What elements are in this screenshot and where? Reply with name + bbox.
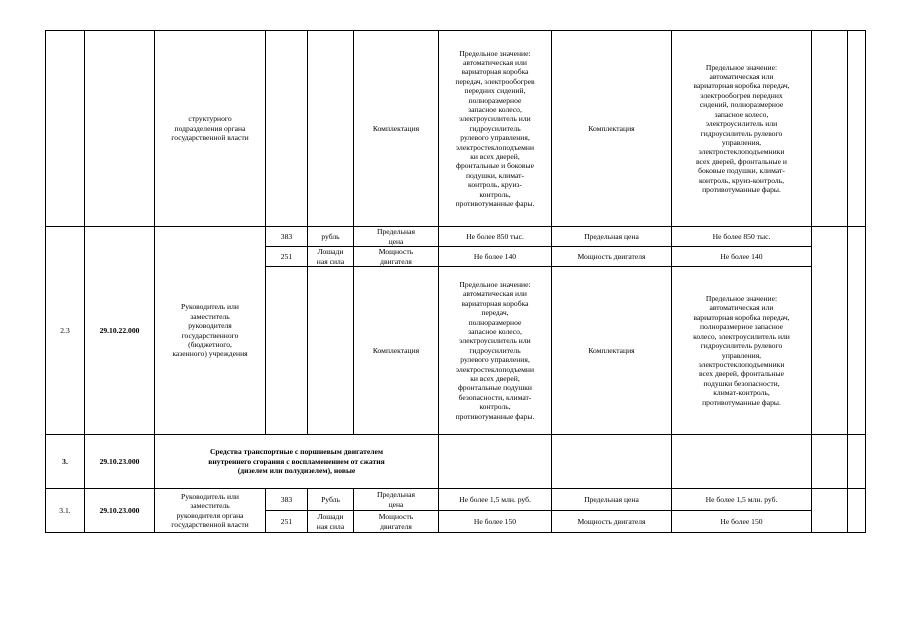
okei-code-cell: 383 <box>266 227 308 247</box>
characteristic-name-2-cell: Предельная цена <box>552 227 672 247</box>
characteristic-name-cell: Комплектация <box>354 267 439 435</box>
official-position-cell: Руководитель или заместитель руководителя органа государственной власти <box>155 489 266 533</box>
characteristic-name-cell: Предельная цена <box>354 489 439 511</box>
okpd-code-cell: 29.10.23.000 <box>85 435 155 489</box>
characteristic-name-cell: Предельная цена <box>354 227 439 247</box>
okpd-code-cell <box>85 31 155 227</box>
row-number-cell: 3.1. <box>46 489 85 533</box>
procurement-table <box>45 30 866 533</box>
okei-code-cell: 383 <box>266 489 308 511</box>
okei-code-cell: 251 <box>266 511 308 533</box>
characteristic-value-2-cell: Не более 150 <box>672 511 812 533</box>
table-row <box>46 227 866 247</box>
justification-cell <box>812 227 848 435</box>
okei-code-cell <box>266 267 308 435</box>
characteristic-name-2-cell: Мощность двигателя <box>552 247 672 267</box>
characteristic-value-2-cell: Предельное значение: автоматическая или вариаторная коробка передач, полноразмерное запасное колесо, электроусилитель или гидроусилитель рулевого управления, электростеклоподъемники всех дверей, фронтальные подушки безопасности, климат-контроль, противотуманные фары. <box>672 267 812 435</box>
justification-cell <box>812 31 848 227</box>
characteristic-name-cell: Мощность двигателя <box>354 511 439 533</box>
okpd-code-cell: 29.10.22.000 <box>85 227 155 435</box>
characteristic-value-cell: Не более 140 <box>439 247 552 267</box>
characteristic-name-cell: Мощность двигателя <box>354 247 439 267</box>
justification-cell <box>812 435 848 489</box>
section-title-cell: Средства транспортные с поршневым двигателем внутреннего сгорания с воспламенением от сжатия (дизелем или полудизелем), новые <box>155 435 439 489</box>
characteristic-value-cell: Не более 150 <box>439 511 552 533</box>
function-cell <box>848 31 866 227</box>
characteristic-name-2-cell: Предельная цена <box>552 489 672 511</box>
table-row <box>46 489 866 511</box>
characteristic-value-2-cell: Не более 140 <box>672 247 812 267</box>
row-number-cell: 2.3 <box>46 227 85 435</box>
characteristic-value-cell <box>439 435 552 489</box>
characteristic-value-cell: Предельное значение: автоматическая или вариаторная коробка передач, полноразмерное запасное колесо, электроусилитель или гидроусилитель рулевого управления, электростеклоподъемни ки всех дверей, фронтальные подушки безопасности, климат- контроль, противотуманные фары. <box>439 267 552 435</box>
characteristic-value-cell: Предельное значение: автоматическая или вариаторная коробка передач, электрообогрев передних сидений, полноразмерное запасное колесо, электроусилитель или гидроусилитель рулевого управления, электростеклоподъемни ки всех дверей, фронтальные и боковые подушки, климат- контроль, круиз- контроль, противотуманные фары. <box>439 31 552 227</box>
row-number-cell <box>46 31 85 227</box>
characteristic-value-cell: Не более 850 тыс. <box>439 227 552 247</box>
function-cell <box>848 489 866 533</box>
official-position-cell: структурного подразделения органа государственной власти <box>155 31 266 227</box>
characteristic-value-2-cell: Предельное значение: автоматическая или вариаторная коробка передач, электрообогрев передних сидений, полноразмерное запасное колесо, электроусилитель или гидроусилитель рулевого управления, электростеклоподъемники всех дверей, фронтальные и боковые подушки, климат- контроль, круиз-контроль, противотуманные фары. <box>672 31 812 227</box>
official-position-cell: Руководитель или заместитель руководителя государственного (бюджетного, казенного) учреждения <box>155 227 266 435</box>
unit-cell: рубль <box>308 227 354 247</box>
characteristic-name-2-cell: Комплектация <box>552 267 672 435</box>
characteristic-value-cell: Не более 1,5 млн. руб. <box>439 489 552 511</box>
unit-cell: Рубль <box>308 489 354 511</box>
function-cell <box>848 227 866 435</box>
characteristic-name-2-cell: Мощность двигателя <box>552 511 672 533</box>
characteristic-value-2-cell: Не более 850 тыс. <box>672 227 812 247</box>
okei-code-cell <box>266 31 308 227</box>
unit-cell: Лошади ная сила <box>308 511 354 533</box>
table-row <box>46 435 866 489</box>
okpd-code-cell: 29.10.23.000 <box>85 489 155 533</box>
unit-cell <box>308 267 354 435</box>
function-cell <box>848 435 866 489</box>
table-row <box>46 31 866 227</box>
characteristic-name-cell: Комплектация <box>354 31 439 227</box>
characteristic-name-2-cell: Комплектация <box>552 31 672 227</box>
unit-cell <box>308 31 354 227</box>
okei-code-cell: 251 <box>266 247 308 267</box>
justification-cell <box>812 489 848 533</box>
row-number-cell: 3. <box>46 435 85 489</box>
characteristic-name-2-cell <box>552 435 672 489</box>
characteristic-value-2-cell: Не более 1,5 млн. руб. <box>672 489 812 511</box>
unit-cell: Лошади ная сила <box>308 247 354 267</box>
characteristic-value-2-cell <box>672 435 812 489</box>
